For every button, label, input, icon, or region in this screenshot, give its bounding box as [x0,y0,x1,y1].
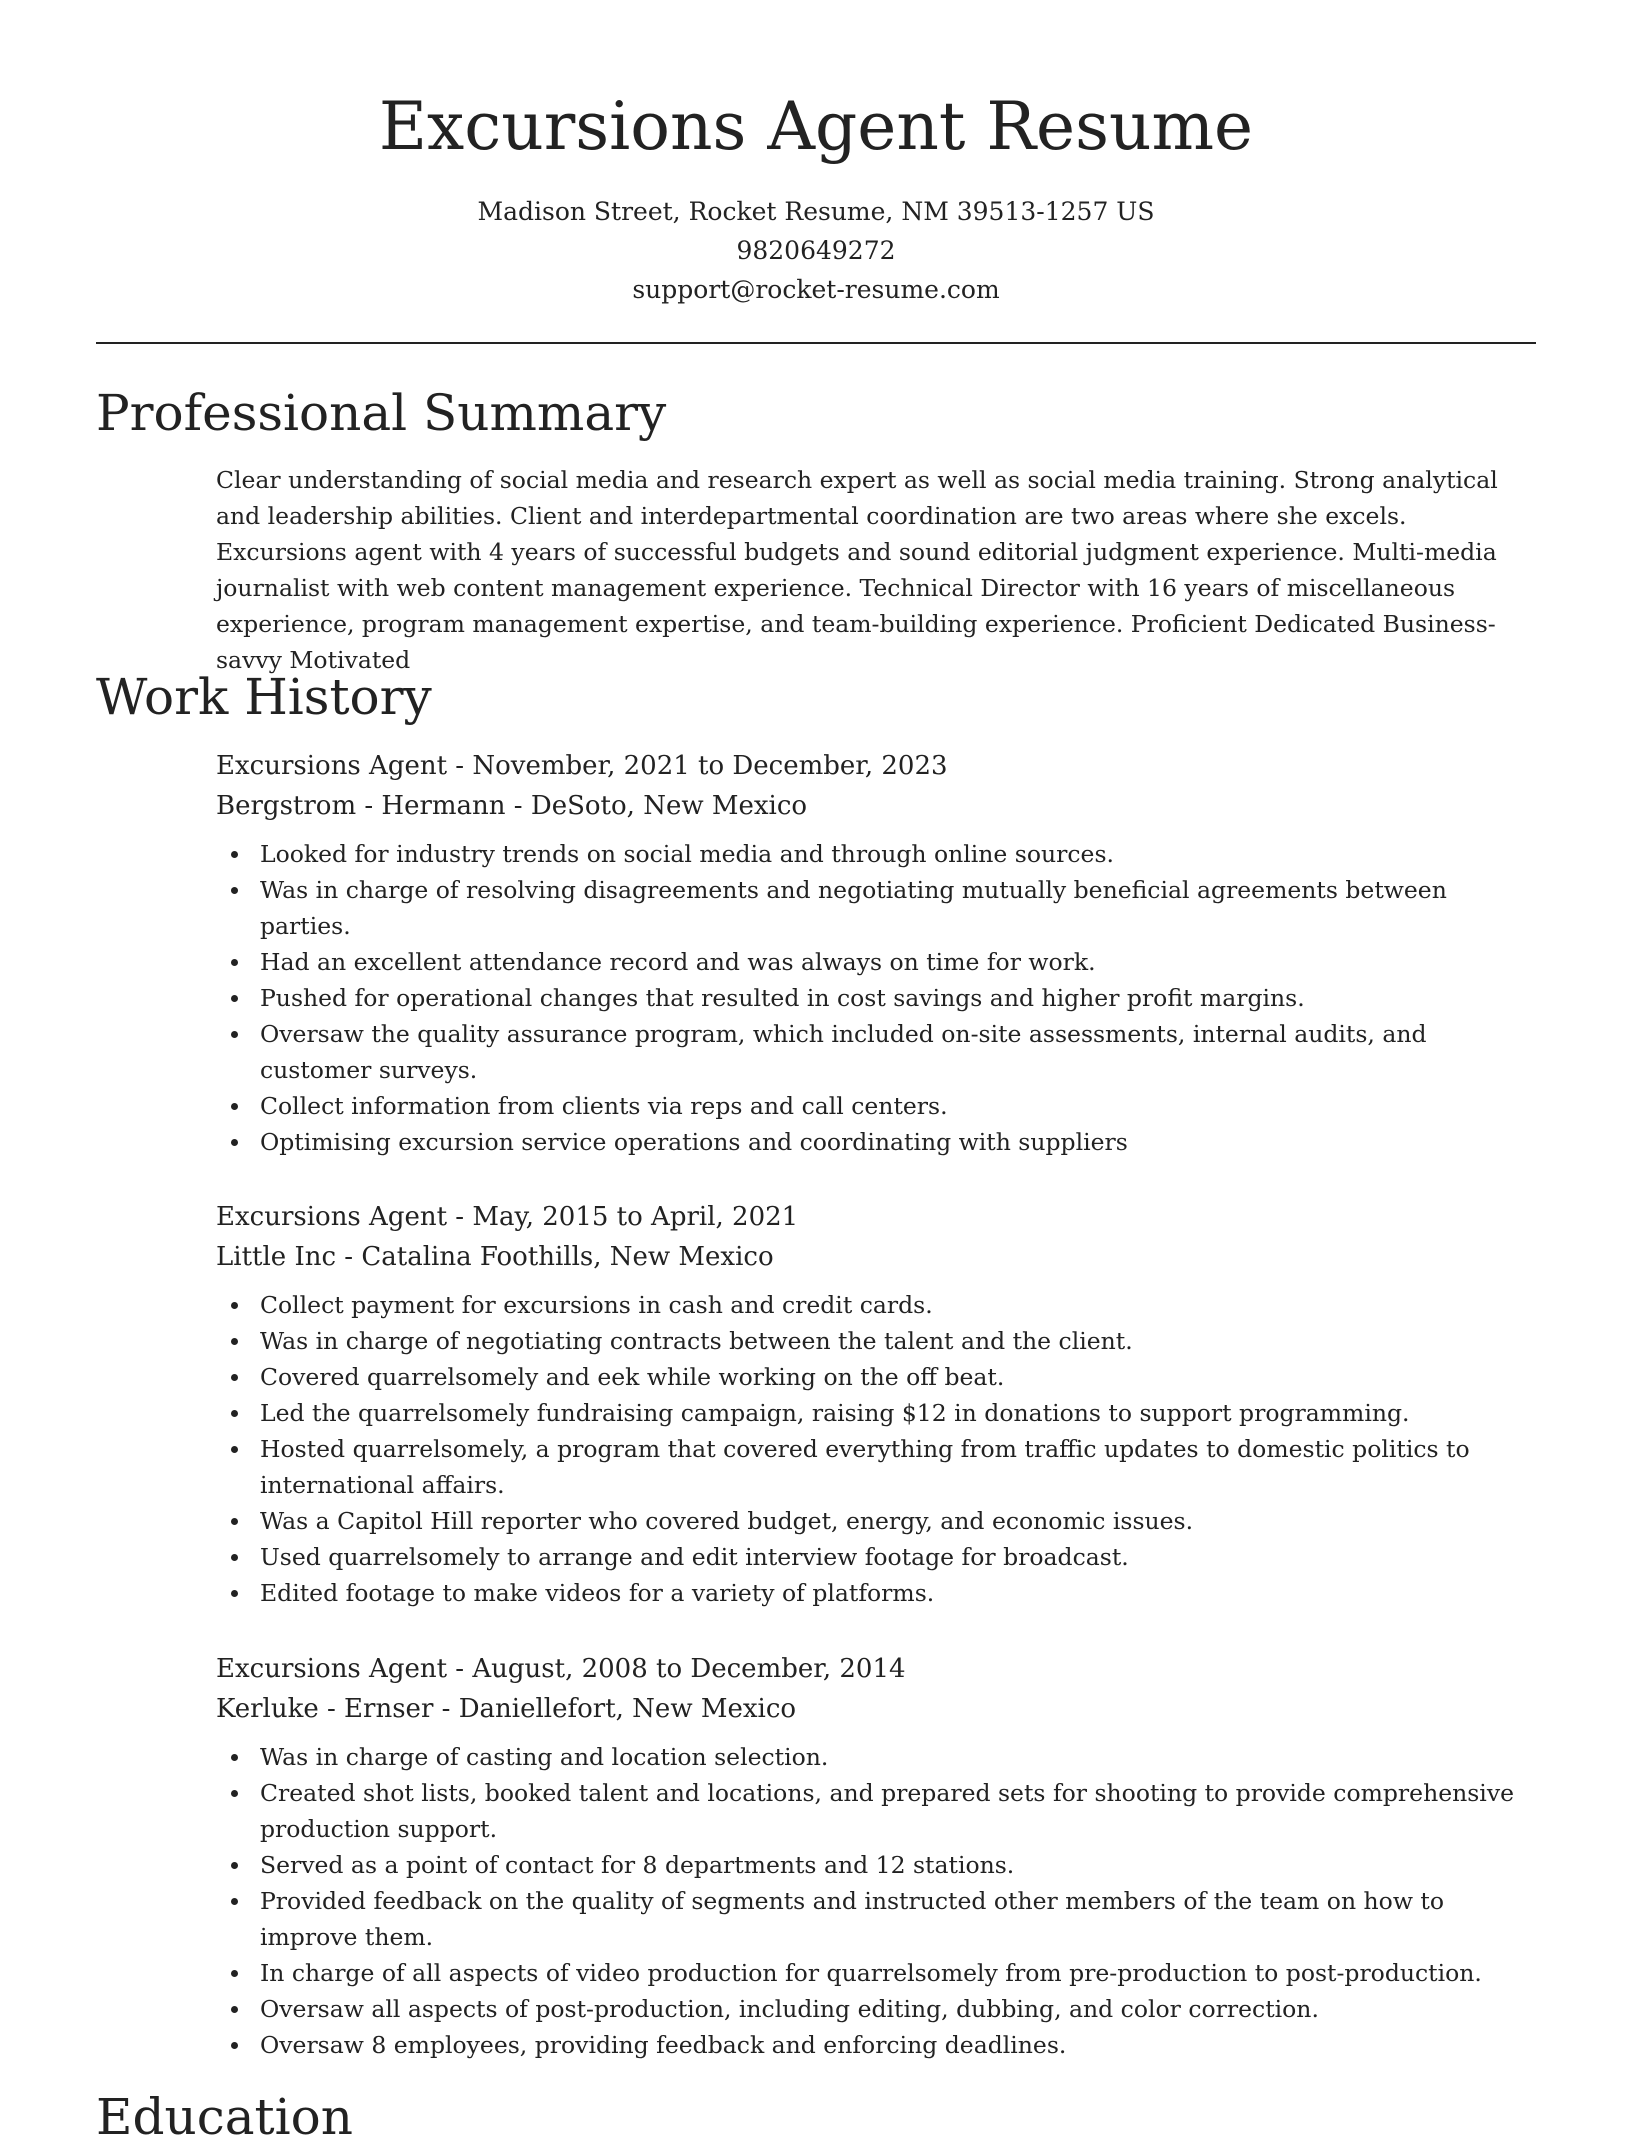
summary-text: Clear understanding of social media and research expert as well as social media training. Strong analytical and leadership abilities. Client and interdepartmental coordination are two areas where she excels. Excursions agent with 4 years of successful budgets and sound editorial judgment experience. Multi-media journalist with web content management experience. Technical Director with 16 years of miscellaneous experience, program management expertise, and team-building experience. Proficient Dedicated Business-savvy Motivated [216,466,1498,674]
phone: 9820649272 [736,236,896,265]
bullet-item: Served as a point of contact for 8 departments and 12 stations. [216,1847,1536,1883]
bullet-item: Oversaw all aspects of post-production, including editing, dubbing, and color correction. [216,1991,1536,2027]
bullet-item: Collect payment for excursions in cash and credit cards. [216,1287,1536,1323]
job-location: - DeSoto, New Mexico [505,791,808,821]
job-bullets [216,1287,1536,1611]
bullet-item: Led the quarrelsomely fundraising campaign, raising $12 in donations to support programming. [216,1395,1536,1431]
job-company: Kerluke - Ernser [216,1694,434,1724]
bullet-item: Covered quarrelsomely and eek while working on the off beat. [216,1359,1536,1395]
job-company-line [216,1689,1536,1729]
job-bullets [216,1739,1536,2063]
job-company: Little Inc [216,1242,337,1272]
bullet-item: In charge of all aspects of video production for quarrelsomely from pre-production to post-production. [216,1955,1536,1991]
job-dates: - August, 2008 to December, 2014 [447,1654,906,1684]
job-company-line [216,786,1536,826]
bullet-item: Hosted quarrelsomely, a program that covered everything from traffic updates to domestic politics to international affairs. [216,1431,1536,1503]
bullet-item: Used quarrelsomely to arrange and edit interview footage for broadcast. [216,1539,1536,1575]
job-role: Excursions Agent [216,1654,448,1684]
job-title-line [216,1197,1536,1237]
bullet-item: Oversaw the quality assurance program, which included on-site assessments, internal audits, and customer surveys. [216,1016,1536,1088]
bullet-item: Provided feedback on the quality of segments and instructed other members of the team on how to improve them. [216,1883,1536,1955]
job-role: Excursions Agent [216,1202,448,1232]
job-entry [216,746,1536,1160]
bullet-item: Pushed for operational changes that resulted in cost savings and higher profit margins. [216,980,1536,1016]
job-dates: - May, 2015 to April, 2021 [447,1202,799,1232]
job-title-line [216,1649,1536,1689]
email: support@rocket-resume.com [632,275,1000,304]
bullet-item: Created shot lists, booked talent and locations, and prepared sets for shooting to provide comprehensive production support. [216,1775,1536,1847]
job-role: Excursions Agent [216,751,448,781]
job-bullets [216,836,1536,1160]
bullet-item: Had an excellent attendance record and was always on time for work. [216,944,1536,980]
job-entry [216,1197,1536,1611]
bullet-item: Was in charge of negotiating contracts between the talent and the client. [216,1323,1536,1359]
job-company: Bergstrom - Hermann [216,791,506,821]
bullet-item: Collect information from clients via reps and call centers. [216,1088,1536,1124]
job-location: - Catalina Foothills, New Mexico [336,1242,774,1272]
job-company-line [216,1237,1536,1277]
work-history-heading: Work History [96,668,432,726]
job-location: - Daniellefort, New Mexico [433,1694,797,1724]
address: Madison Street, Rocket Resume, NM 39513-1257 US [477,197,1155,226]
resume-title: Excursions Agent Resume [378,88,1254,165]
summary-heading: Professional Summary [96,384,667,442]
bullet-item: Was in charge of casting and location selection. [216,1739,1536,1775]
header-divider [96,342,1536,344]
bullet-item: Oversaw 8 employees, providing feedback and enforcing deadlines. [216,2027,1536,2063]
bullet-item: Edited footage to make videos for a variety of platforms. [216,1575,1536,1611]
job-entry [216,1649,1536,2063]
job-dates: - November, 2021 to December, 2023 [447,751,948,781]
contact-block [0,192,1632,309]
bullet-item: Was a Capitol Hill reporter who covered budget, energy, and economic issues. [216,1503,1536,1539]
bullet-item: Looked for industry trends on social media and through online sources. [216,836,1536,872]
bullet-item: Was in charge of resolving disagreements and negotiating mutually beneficial agreements between parties. [216,872,1536,944]
bullet-item: Optimising excursion service operations and coordinating with suppliers [216,1124,1536,1160]
education-heading: Education [96,2088,353,2146]
job-title-line [216,746,1536,786]
